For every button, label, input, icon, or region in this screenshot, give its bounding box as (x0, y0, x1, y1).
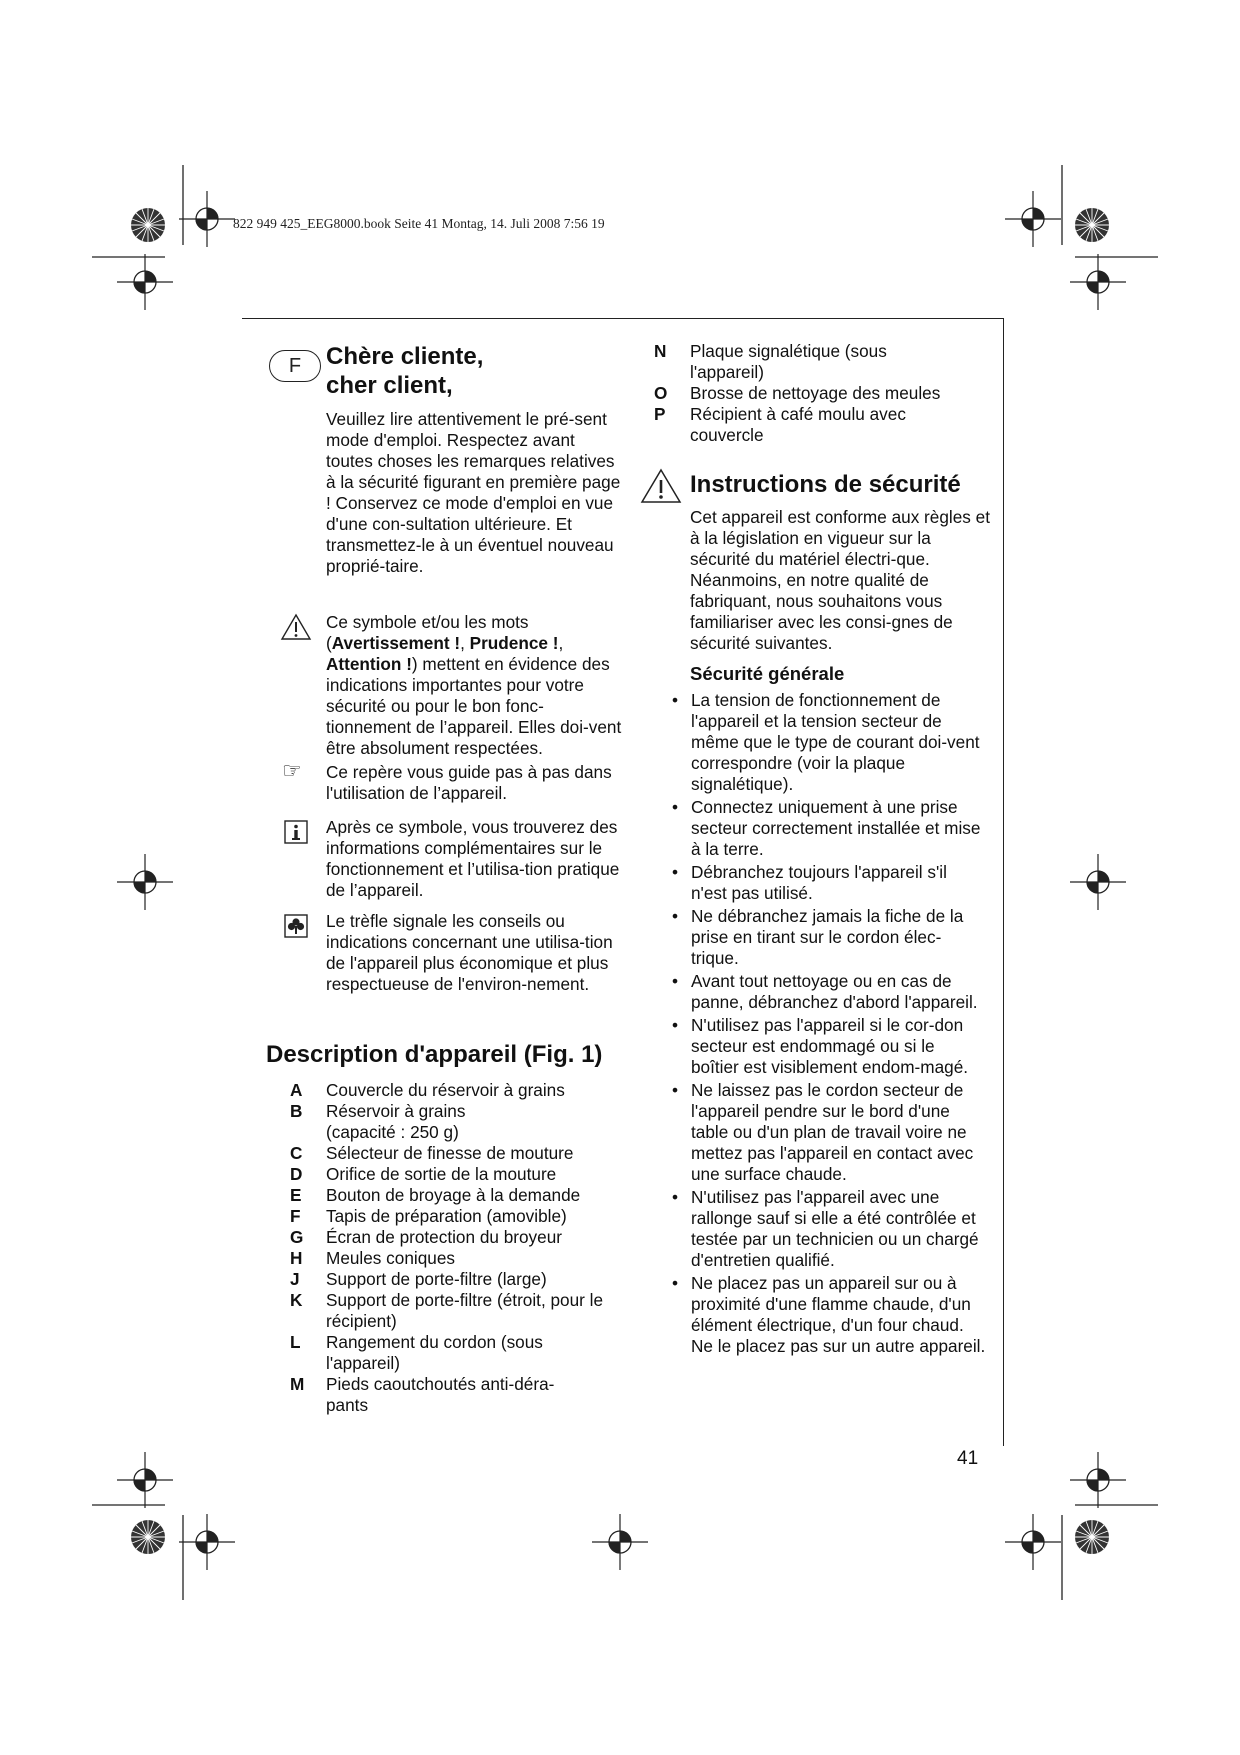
info-icon (284, 820, 308, 844)
list-item (290, 1290, 624, 1332)
item-key: G (290, 1227, 304, 1247)
item-text: Orifice de sortie de la mouture (326, 1164, 557, 1184)
intro-title-line1: Chère cliente, (326, 343, 484, 370)
registration-cross-icon (592, 1514, 648, 1570)
item-key: A (290, 1080, 303, 1100)
safety-intro: Cet appareil est conforme aux règles et à la législation en vigueur sur la sécurité du matériel électri-que. Néanmoins, en notre qualité de fabriquant, nous souhaitons vous familiariser avec les consi-gnes de sécurité suivantes. (690, 507, 990, 653)
item-text: Pieds caoutchoutés anti-déra-pants (326, 1374, 555, 1415)
warning-post: ) mettent en évidence des indications importantes pour votre sécurité ou pour le bon fonc-tionnement de l’appareil. Elles doi-vent être absolument respectées. (326, 654, 622, 758)
item-text: Support de porte-filtre (large) (326, 1269, 547, 1289)
registration-cross-icon (1070, 254, 1126, 310)
item-key: K (290, 1290, 303, 1310)
list-item (654, 341, 984, 383)
list-item: • La tension de fonctionnement de l'appareil et la tension secteur de même que le type de courant doi-vent correspondre (voir la plaque signalétique). (691, 690, 987, 795)
list-item: • Ne laissez pas le cordon secteur de l'appareil pendre sur le bord d'une table ou d'un plan de travail voire ne mettez pas l'appareil en contact avec une surface chaude. (691, 1080, 987, 1185)
item-text: Tapis de préparation (amovible) (326, 1206, 567, 1226)
list-item: • Ne placez pas un appareil sur ou à proximité d'une flamme chaude, d'un élément électrique, d'un four chaud. Ne le placez pas sur un autre appareil. (691, 1273, 987, 1357)
list-item: • Avant tout nettoyage ou en cas de panne, débranchez d'abord l'appareil. (691, 971, 987, 1013)
warning-word-2: Prudence ! (469, 633, 559, 653)
list-item (290, 1206, 624, 1227)
registration-cross-icon (117, 254, 173, 310)
clover-icon (284, 914, 308, 938)
safety-title: Instructions de sécurité (690, 471, 961, 498)
item-key: H (290, 1248, 303, 1268)
hand-symbol-text: Ce repère vous guide pas à pas dans l'utilisation de l’appareil. (326, 762, 612, 803)
list-item (290, 1248, 624, 1269)
list-item (290, 1164, 624, 1185)
registration-cross-icon (1005, 1514, 1061, 1570)
item-text: Meules coniques (326, 1248, 455, 1268)
safety-subtitle: Sécurité générale (690, 663, 845, 684)
warning-triangle-icon (640, 468, 682, 504)
frame-right-rule (1003, 318, 1004, 1446)
item-text: Rangement du cordon (sous l'appareil) (326, 1332, 543, 1373)
list-item: • Débranchez toujours l'appareil s'il n'est pas utilisé. (691, 862, 987, 904)
item-text: Brosse de nettoyage des meules (690, 383, 941, 403)
list-item (654, 383, 984, 404)
warning-word-1: Avertissement ! (331, 633, 461, 653)
list-item: • N'utilisez pas l'appareil si le cor-don secteur est endommagé ou si le boîtier est visiblement endom-magé. (691, 1015, 987, 1078)
item-key: L (290, 1332, 301, 1352)
warning-word-3: Attention ! (326, 654, 412, 674)
list-item (654, 404, 984, 446)
list-item (290, 1227, 624, 1248)
item-text: Support de porte-filtre (étroit, pour le récipient) (326, 1290, 604, 1331)
item-key: C (290, 1143, 303, 1163)
item-text: Écran de protection du broyeur (326, 1227, 562, 1247)
registration-rosette-icon (1075, 1520, 1109, 1554)
registration-cross-icon (1070, 1452, 1126, 1508)
list-item: • Ne débranchez jamais la fiche de la prise en tirant sur le cordon élec-trique. (691, 906, 987, 969)
list-item (290, 1143, 624, 1164)
item-key: M (290, 1374, 305, 1394)
registration-cross-icon (1070, 854, 1126, 910)
item-text: Couvercle du réservoir à grains (326, 1080, 565, 1100)
safety-bullet-list (691, 690, 987, 1359)
description-title: Description d'appareil (Fig. 1) (266, 1041, 603, 1068)
intro-paragraph: Veuillez lire attentivement le pré-sent mode d'emploi. Respectez avant toutes choses les remarques relatives à la sécurité figurant en première page ! Conservez ce mode d'emploi en vue d'une con-sultation ultérieure. Et transmettez-le à un éventuel nouveau proprié-taire. (326, 409, 621, 576)
warning-symbol-text (326, 612, 626, 759)
item-text: Bouton de broyage à la demande (326, 1185, 581, 1205)
list-item (290, 1269, 624, 1290)
description-list (290, 1080, 624, 1416)
item-key: J (290, 1269, 300, 1289)
pointing-hand-icon: ☞ (282, 758, 302, 783)
info-symbol-text: Après ce symbole, vous trouverez des informations complémentaires sur le fonctionnement et l’utilisa-tion pratique de l’appareil. (326, 817, 620, 900)
registration-cross-icon (179, 1514, 235, 1570)
item-text: Plaque signalétique (sous l'appareil) (690, 341, 887, 382)
registration-cross-icon (117, 854, 173, 910)
registration-cross-icon (179, 191, 235, 247)
clover-symbol-text: Le trèfle signale les conseils ou indications concernant une utilisa-tion de l'appareil plus économique et plus respectueuse de l'environ-nement. (326, 911, 613, 994)
warning-sep: , (460, 633, 470, 653)
print-header: 822 949 425_EEG8000.book Seite 41 Montag, 14. Juli 2008 7:56 19 (233, 216, 605, 231)
registration-cross-icon (1005, 191, 1061, 247)
description-list-continued (654, 341, 984, 446)
item-text: Réservoir à grains (capacité : 250 g) (326, 1101, 466, 1142)
frame-top-rule (242, 318, 1004, 319)
item-key: P (654, 404, 666, 424)
item-key: N (654, 341, 667, 361)
intro-title (326, 342, 483, 400)
warning-pre: Ce symbole et/ou les mots ( (326, 612, 529, 653)
list-item (290, 1332, 624, 1374)
list-item: • Connectez uniquement à une prise secteur correctement installée et mise à la terre. (691, 797, 987, 860)
page-number: 41 (957, 1448, 979, 1469)
registration-rosette-icon (131, 1520, 165, 1554)
warning-sep: , (558, 633, 564, 653)
item-key: F (290, 1206, 301, 1226)
list-item (290, 1101, 624, 1143)
item-key: O (654, 383, 668, 403)
item-text: Récipient à café moulu avec couvercle (690, 404, 906, 445)
list-item (290, 1185, 624, 1206)
item-key: D (290, 1164, 303, 1184)
list-item (290, 1080, 624, 1101)
item-key: E (290, 1185, 302, 1205)
registration-rosette-icon (131, 208, 165, 242)
registration-cross-icon (117, 1452, 173, 1508)
list-item: • N'utilisez pas l'appareil avec une rallonge sauf si elle a été contrôlée et testée par un technicien ou un chargé d'entretien qualifié. (691, 1187, 987, 1271)
item-key: B (290, 1101, 303, 1121)
intro-title-line2: cher client, (326, 372, 453, 399)
warning-triangle-icon (280, 613, 312, 641)
language-badge: F (269, 350, 321, 382)
registration-rosette-icon (1075, 208, 1109, 242)
list-item (290, 1374, 624, 1416)
item-text: Sélecteur de finesse de mouture (326, 1143, 574, 1163)
